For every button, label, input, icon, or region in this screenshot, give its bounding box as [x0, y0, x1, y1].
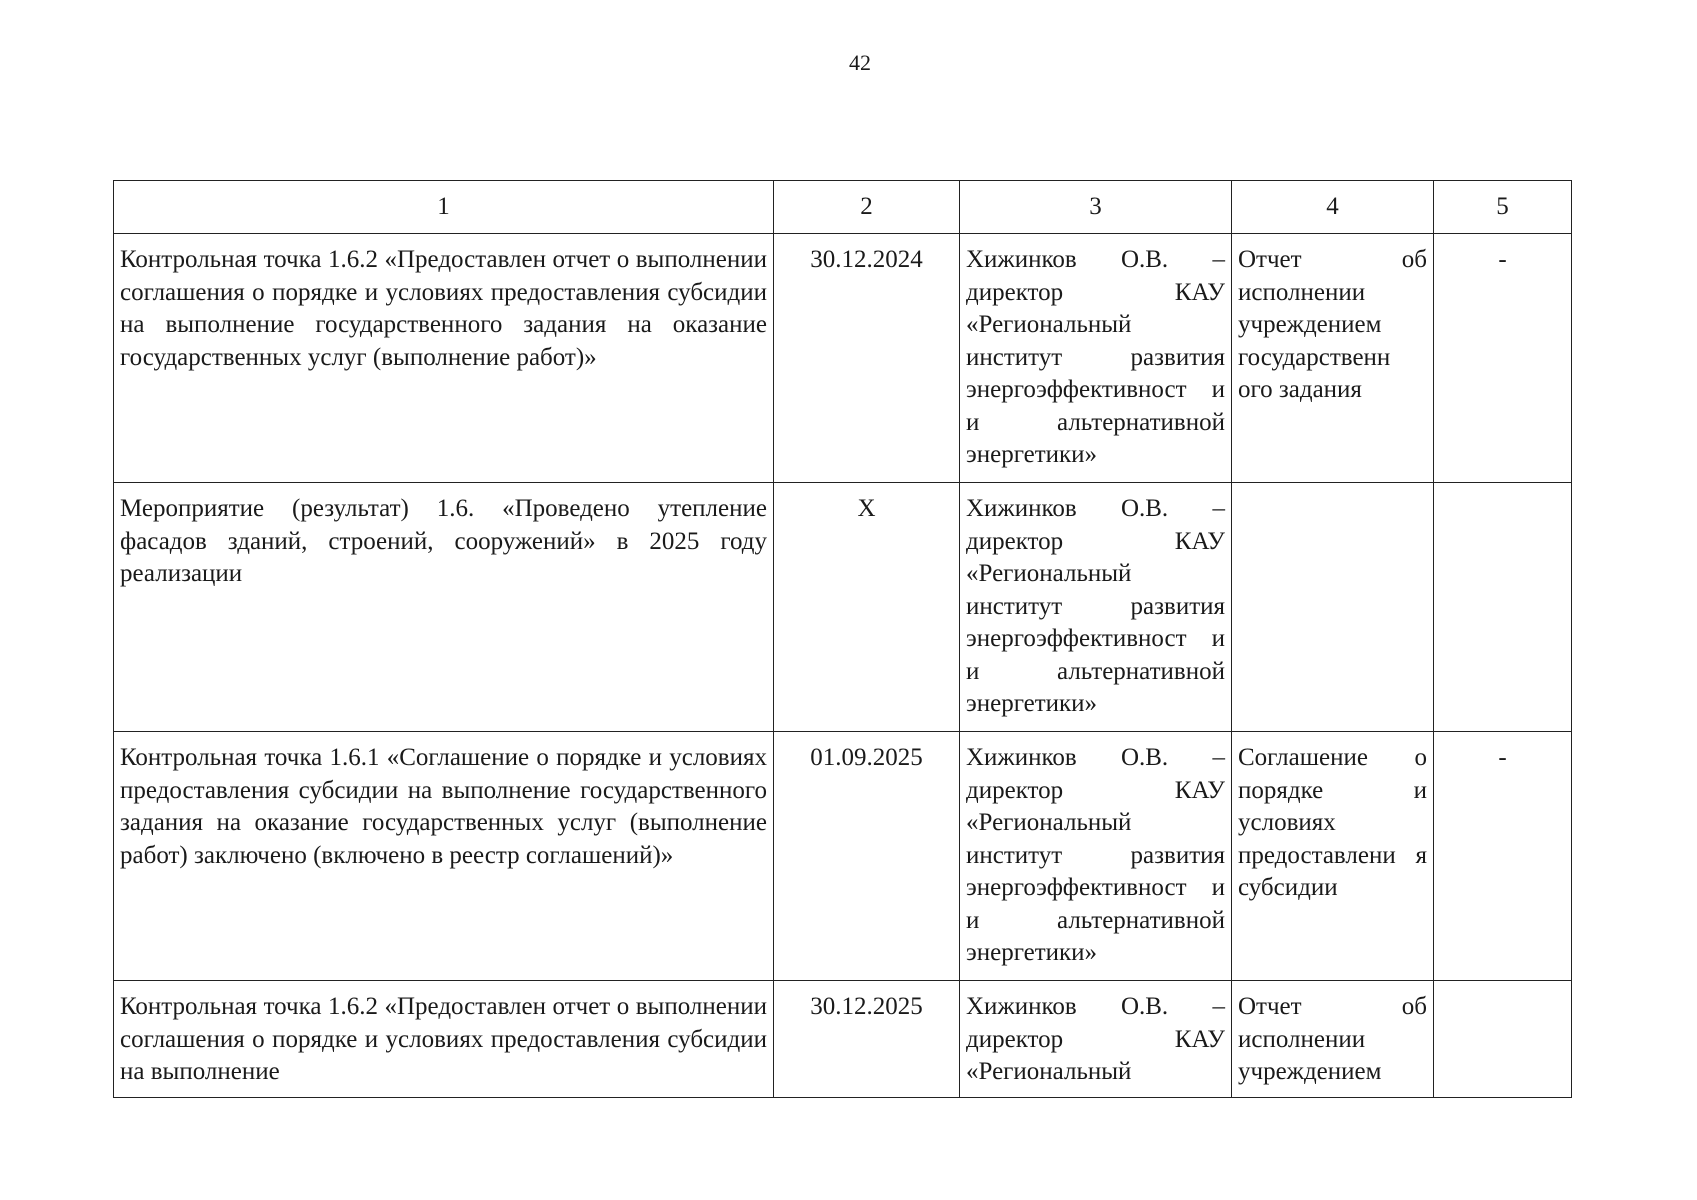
cell-document-text: Отчет об исполнении учреждением государственн ого задания: [1238, 246, 1427, 403]
cell-document: [1232, 981, 1434, 1098]
table-row: [114, 981, 1572, 1098]
header-col-4: 4: [1232, 181, 1434, 234]
cell-document-text: Соглашение о порядке и условиях предоставлени я субсидии: [1238, 744, 1427, 901]
cell-description: [114, 234, 774, 483]
header-col-3: 3: [960, 181, 1232, 234]
cell-document-text: [1238, 483, 1427, 493]
cell-document-text: Отчет об исполнении учреждением: [1238, 993, 1427, 1085]
cell-responsible-text: Хижинков О.В. – директор КАУ «Региональный институт развития энергоэффективност и и альтернативной энергетики»: [966, 744, 1225, 966]
cell-responsible-text: Хижинков О.В. – директор КАУ «Региональный институт развития энергоэффективност и и альтернативной энергетики»: [966, 246, 1225, 468]
cell-document: [1232, 732, 1434, 981]
cell-document: [1232, 234, 1434, 483]
cell-col5: [1434, 732, 1572, 981]
cell-description-text: Контрольная точка 1.6.2 «Предоставлен отчет о выполнении соглашения о порядке и условиях предоставления субсидии на выполнение: [120, 993, 767, 1085]
cell-date: [774, 732, 960, 981]
cell-responsible: [960, 981, 1232, 1098]
table-row: [114, 732, 1572, 981]
table-header-row: [114, 181, 1572, 234]
cell-col5: [1434, 234, 1572, 483]
cell-col5-text: -: [1498, 744, 1507, 771]
cell-responsible: [960, 732, 1232, 981]
cell-responsible-text: Хижинков О.В. – директор КАУ «Региональный: [966, 993, 1225, 1085]
cell-date: [774, 234, 960, 483]
cell-description-text: Контрольная точка 1.6.1 «Соглашение о порядке и условиях предоставления субсидии на выполнение государственного задания на оказание государственных услуг (выполнение работ) заключено (включено в реестр соглашений)»: [120, 744, 767, 869]
cell-col5-text: -: [1498, 246, 1507, 273]
table-row: [114, 234, 1572, 483]
cell-col5: [1434, 483, 1572, 732]
cell-document: [1232, 483, 1434, 732]
cell-date-text: 30.12.2025: [810, 993, 923, 1020]
cell-description-text: Мероприятие (результат) 1.6. «Проведено утепление фасадов зданий, строений, сооружений» в 2025 году реализации: [120, 495, 767, 587]
cell-col5-text: [1440, 981, 1565, 991]
cell-date-text: 01.09.2025: [810, 744, 923, 771]
cell-date-text: Х: [857, 495, 876, 522]
header-col-5: 5: [1434, 181, 1572, 234]
cell-date: [774, 483, 960, 732]
cell-description-text: Контрольная точка 1.6.2 «Предоставлен отчет о выполнении соглашения о порядке и условиях предоставления субсидии на выполнение государственного задания на оказание государственных услуг (выполнение работ)»: [120, 246, 767, 371]
cell-date-text: 30.12.2024: [810, 246, 923, 273]
header-col-2: 2: [774, 181, 960, 234]
cell-col5-text: [1440, 483, 1565, 493]
table-row: [114, 483, 1572, 732]
cell-date: [774, 981, 960, 1098]
cell-responsible: [960, 483, 1232, 732]
cell-col5: [1434, 981, 1572, 1098]
header-col-1: 1: [114, 181, 774, 234]
cell-description: [114, 732, 774, 981]
cell-description: [114, 981, 774, 1098]
document-table: [113, 180, 1572, 1098]
page-number: 42: [849, 50, 871, 75]
cell-responsible: [960, 234, 1232, 483]
cell-responsible-text: Хижинков О.В. – директор КАУ «Региональный институт развития энергоэффективност и и альтернативной энергетики»: [966, 495, 1225, 717]
cell-description: [114, 483, 774, 732]
